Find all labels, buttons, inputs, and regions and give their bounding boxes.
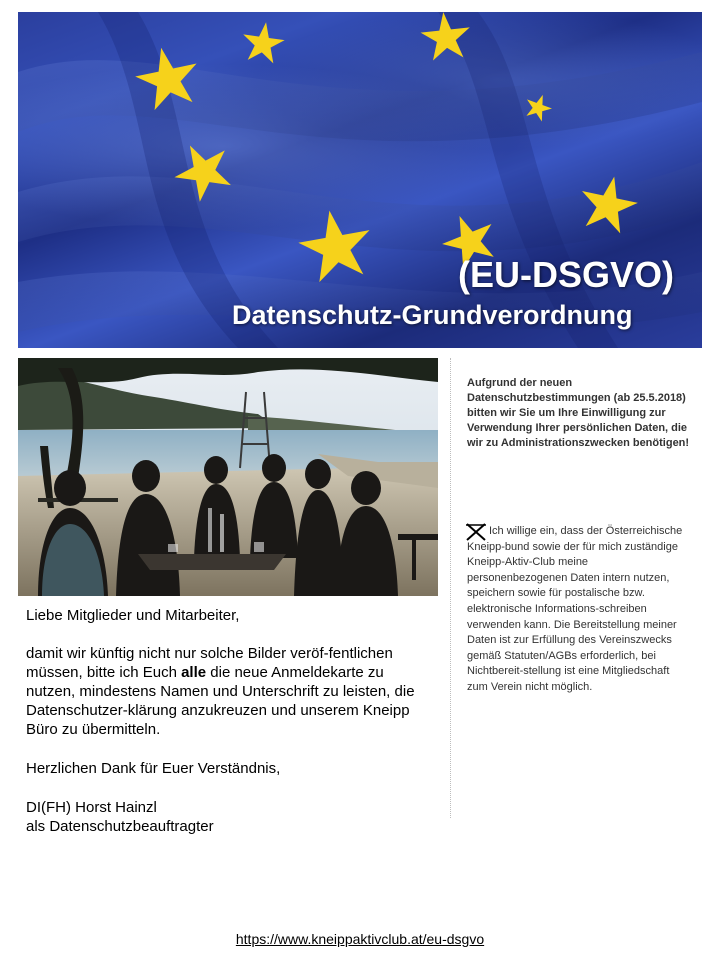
eu-flag-banner [18,12,702,348]
signature-role: als Datenschutzbeauftragter [26,818,214,835]
letter-text-before: damit wir künftig nicht nur solche Bilder veröf-fentlichen müssen, bitte ich Euch [26,645,393,681]
banner-title: (EU-DSGVO) [458,254,674,295]
consent-info-box [450,358,703,818]
letter-greeting: Liebe Mitglieder und Mitarbeiter, [26,607,240,624]
footer [0,931,720,947]
letter-text-after: die neue Anmeldekarte zu nutzen, mindestens Namen und Unterschrift zu leisten, die Datenschutzer-klärung anzukreuzen und unserem Kneipp Büro zu übermitteln. [26,664,415,738]
letter-thanks: Herzlichen Dank für Euer Verständnis, [26,760,281,777]
banner-subtitle: Datenschutz-Grundverordnung [232,300,633,330]
dsgvo-link[interactable]: https://www.kneippaktivclub.at/eu-dsgvo [235,931,485,947]
letter-emphasis: alle [181,664,207,681]
signature-name: DI(FH) Horst Hainzl [26,799,157,816]
seaside-scene-illustration [18,358,438,596]
group-photo [18,358,438,596]
flag-folds [18,12,702,348]
consent-statement: Ich willige ein, dass der Österreichische Kneipp-bund sowie der für mich zuständige Kneipp-Aktiv-Club meine personenbezogenen Daten intern nutzen, speichern sowie für postalische bzw. elektronische Informations-schreiben verwenden kann. Die Bereitstellung meiner Daten ist zur Erfüllung des Vereinszwecks gemäß Statuten/AGBs erforderlich, bei Nichtbereit-stellung ist eine Mitgliedschaft zum Verein nicht möglich. [467,525,683,693]
data-protection-notice: Aufgrund der neuen Datenschutzbestimmungen (ab 25.5.2018) bitten wir Sie um Ihre Einwilligung zur Verwendung Ihrer persönlichen Daten, die wir zu Administrationszwecken benötigen! [467,377,690,449]
letter-body [26,606,436,836]
letter-paragraph [26,644,436,739]
eu-star-icon [240,19,287,64]
